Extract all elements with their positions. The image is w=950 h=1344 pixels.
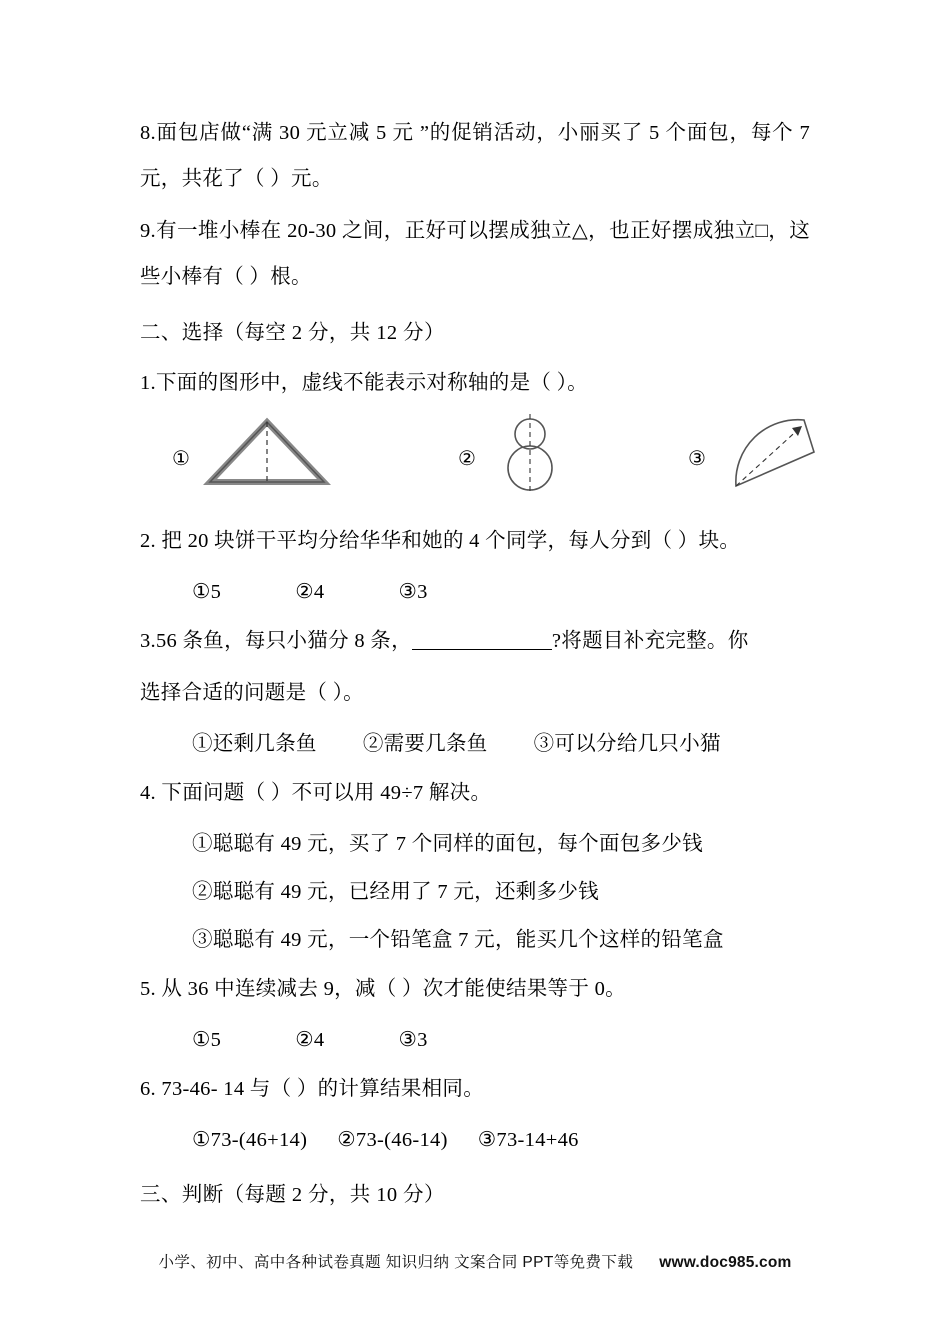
option-1: ①5	[192, 581, 222, 603]
figure-label-1: ①	[172, 448, 190, 470]
option-1: ①还剩几条鱼	[192, 733, 317, 755]
option-2: ②需要几条鱼	[362, 733, 488, 755]
question-2-6-options	[140, 1118, 810, 1162]
option-2: ②4	[295, 581, 325, 603]
option-2: ②4	[295, 1029, 325, 1051]
question-2-5-stem: 5. 从 36 中连续减去 9，减（ ）次才能使结果等于 0。	[140, 978, 626, 1000]
section-two-title: 二、选择（每空 2 分，共 12 分）	[140, 322, 445, 344]
footer-text: 小学、初中、高中各种试卷真题 知识归纳 文案合同 PPT等免费下载	[158, 1254, 634, 1271]
question-2-4-option-3: ③聪聪有 49 元，一个铅笔盒 7 元，能买几个这样的铅笔盒	[192, 929, 724, 951]
question-8: 8.面包店做“满 30 元立减 5 元 ”的促销活动，小丽买了 5 个面包，每个 7 元，共花了（ ）元。	[140, 122, 810, 190]
question-2-4-option-2: ②聪聪有 49 元，已经用了 7 元，还剩多少钱	[192, 881, 599, 903]
question-9: 9.有一堆小棒在 20-30 之间，正好可以摆成独立△，也正好摆成独立□，这些小棒有（ ）根。	[140, 220, 810, 288]
question-2-2-options	[140, 570, 810, 614]
footer-site: www.doc985.com	[659, 1254, 792, 1271]
question-2-1-stem: 1.下面的图形中，虚线不能表示对称轴的是（ ）。	[140, 372, 588, 394]
option-3: ③3	[398, 581, 428, 603]
figure-label-3: ③	[688, 448, 706, 470]
section-three-title: 三、判断（每题 2 分，共 10 分）	[140, 1184, 445, 1206]
question-2-3-stem-part-c: 选择合适的问题是（ ）。	[140, 682, 364, 704]
option-3: ③73-14+46	[477, 1129, 579, 1151]
question-2-5-options	[140, 1018, 810, 1062]
question-2-3-stem-part-a: 3.56 条鱼，每只小猫分 8 条，	[140, 630, 412, 652]
question-2-4-stem: 4. 下面问题（ ）不可以用 49÷7 解决。	[140, 782, 492, 804]
fill-blank-line[interactable]	[412, 649, 552, 650]
option-3: ③3	[398, 1029, 428, 1051]
question-2-6-stem: 6. 73-46- 14 与（ ）的计算结果相同。	[140, 1078, 485, 1100]
figure-label-2: ②	[458, 448, 476, 470]
question-2-3-stem-part-b: ?将题目补充完整。你	[551, 630, 749, 652]
question-2-4-option-1: ①聪聪有 49 元，买了 7 个同样的面包，每个面包多少钱	[192, 833, 703, 855]
question-2-3-stem	[140, 618, 810, 664]
question-2-3-options	[140, 722, 810, 766]
option-2: ②73-(46-14)	[337, 1129, 448, 1151]
footer	[0, 1250, 950, 1272]
option-1: ①5	[192, 1029, 222, 1051]
symmetry-figures-row	[140, 412, 810, 508]
option-3: ③可以分给几只小猫	[533, 733, 721, 755]
triangle-figure	[202, 412, 332, 497]
fan-figure	[718, 412, 838, 503]
question-2-2-stem: 2. 把 20 块饼干平均分给华华和她的 4 个同学，每人分到（ ）块。	[140, 530, 741, 552]
option-1: ①73-(46+14)	[192, 1129, 308, 1151]
two-circles-figure	[488, 412, 578, 503]
